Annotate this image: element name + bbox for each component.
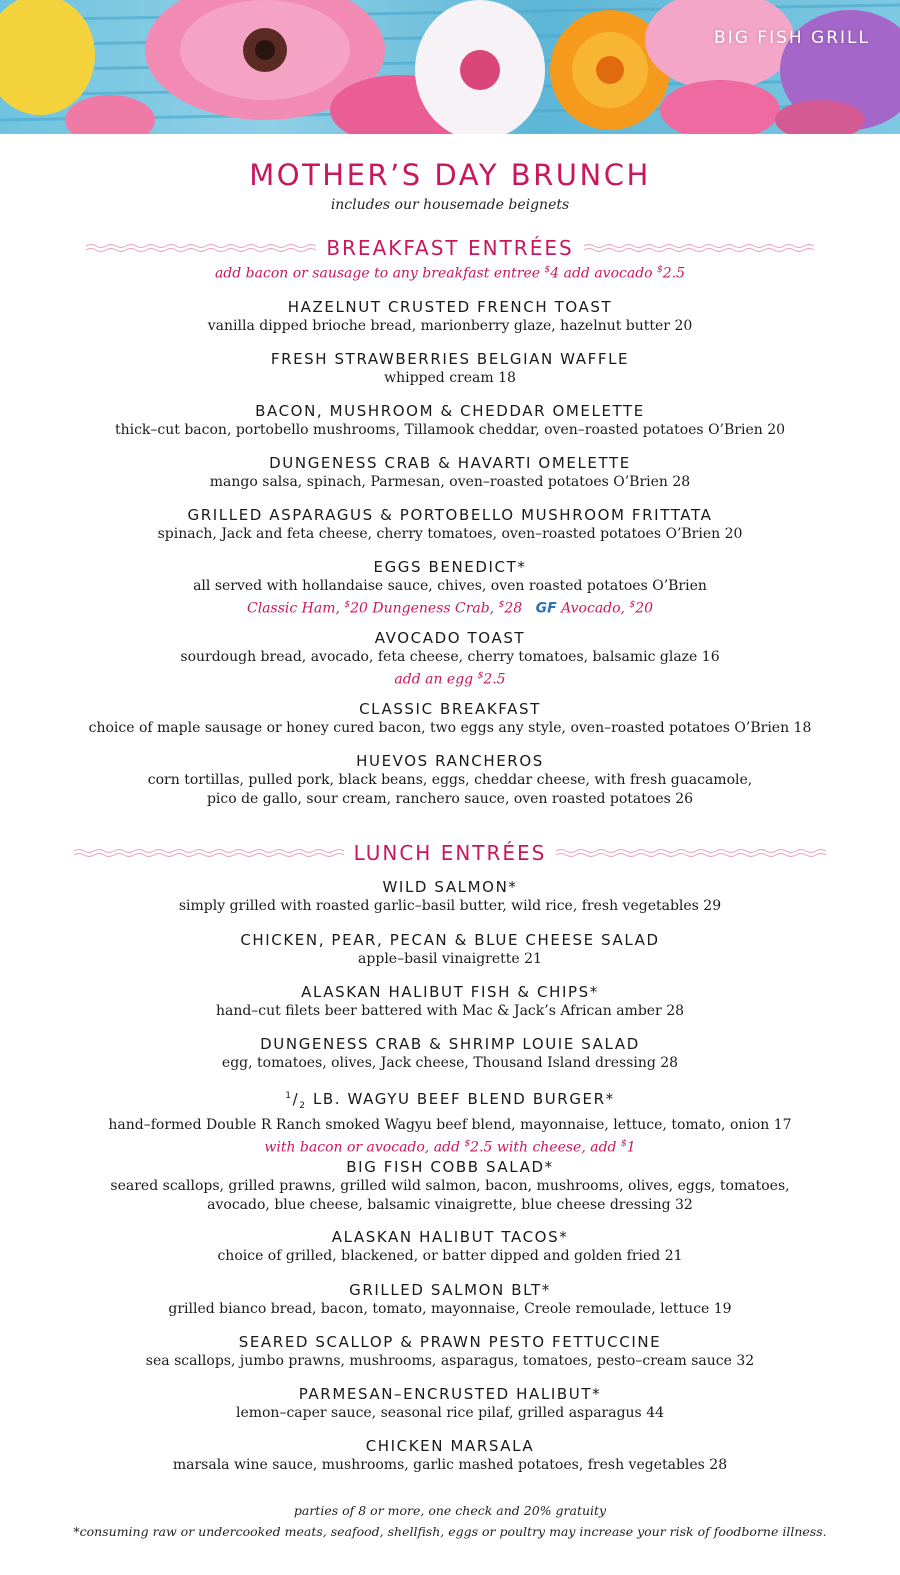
item-description: mango salsa, spinach, Parmesan, oven–roasted potatoes O’Brien 28 [209, 474, 691, 490]
item-name: ALASKAN HALIBUT FISH & CHIPS* [301, 983, 599, 1001]
item-description: avocado, blue cheese, balsamic vinaigrette, blue cheese dressing 32 [207, 1197, 693, 1213]
menu-item [0, 983, 900, 1021]
item-name: CLASSIC BREAKFAST [359, 700, 541, 718]
item-description: sea scallops, jumbo prawns, mushrooms, asparagus, tomatoes, pesto–cream sauce 32 [145, 1353, 755, 1369]
item-name: HUEVOS RANCHEROS [356, 752, 544, 770]
item-name: FRESH STRAWBERRIES BELGIAN WAFFLE [270, 350, 630, 368]
item-name: WILD SALMON* [382, 878, 518, 896]
item-description: spinach, Jack and feta cheese, cherry tomatoes, oven–roasted potatoes O’Brien 20 [157, 526, 743, 542]
item-description: grilled bianco bread, bacon, tomato, mayonnaise, Creole remoulade, lettuce 19 [168, 1301, 732, 1317]
brand-logo-text: BIG FISH GRILL [714, 28, 870, 48]
menu-item [0, 350, 900, 388]
item-name: GRILLED ASPARAGUS & PORTOBELLO MUSHROOM FRITTATA [187, 506, 713, 524]
breakfast-section-title: BREAKFAST ENTRÉES [326, 236, 574, 260]
wave-divider-icon [556, 848, 826, 858]
item-description: seared scallops, grilled prawns, grilled wild salmon, bacon, mushrooms, olives, eggs, tomatoes, [110, 1178, 790, 1194]
menu-item [0, 558, 900, 619]
item-name: SEARED SCALLOP & PRAWN PESTO FETTUCCINE [238, 1333, 662, 1351]
menu-item [0, 454, 900, 492]
item-description: hand–cut filets beer battered with Mac & Jack’s African amber 28 [215, 1003, 685, 1019]
item-description: egg, tomatoes, olives, Jack cheese, Thousand Island dressing 28 [221, 1055, 679, 1071]
item-description: marsala wine sauce, mushrooms, garlic mashed potatoes, fresh vegetables 28 [172, 1457, 728, 1473]
item-name: GRILLED SALMON BLT* [349, 1281, 551, 1299]
item-description: all served with hollandaise sauce, chives, oven roasted potatoes O’Brien [193, 578, 707, 594]
item-name: BACON, MUSHROOM & CHEDDAR OMELETTE [255, 402, 645, 420]
item-name: CHICKEN, PEAR, PECAN & BLUE CHEESE SALAD [240, 931, 660, 949]
menu-item [0, 752, 900, 809]
page-subtitle: includes our housemade beignets [330, 197, 570, 213]
menu-item [0, 1228, 900, 1266]
item-description: corn tortillas, pulled pork, black beans, eggs, cheddar cheese, with fresh guacamole, [147, 772, 753, 788]
menu-item [0, 1385, 900, 1423]
item-name: DUNGENESS CRAB & HAVARTI OMELETTE [269, 454, 631, 472]
floral-banner [0, 0, 900, 134]
gratuity-note: parties of 8 or more, one check and 20% gratuity [293, 1503, 607, 1518]
menu-item [0, 506, 900, 544]
gluten-free-icon: GF [535, 600, 557, 617]
menu-item [0, 1437, 900, 1475]
item-description: choice of grilled, blackened, or batter dipped and golden fried 21 [217, 1248, 683, 1264]
item-name: HAZELNUT CRUSTED FRENCH TOAST [287, 298, 613, 316]
item-name: PARMESAN–ENCRUSTED HALIBUT* [298, 1385, 602, 1403]
item-name: ALASKAN HALIBUT TACOS* [331, 1228, 569, 1246]
wave-divider-icon [74, 848, 344, 858]
breakfast-section-header [0, 236, 900, 260]
item-options: Classic Ham, $20 Dungeness Crab, $28 GF Avocado, $20 [246, 600, 654, 617]
food-safety-disclaimer: *consuming raw or undercooked meats, seafood, shellfish, eggs or poultry may increase your risk of foodborne illness. [73, 1524, 827, 1539]
menu-item [0, 1035, 900, 1073]
menu-item [0, 629, 900, 690]
lunch-section-header [0, 841, 900, 865]
item-description: lemon–caper sauce, seasonal rice pilaf, grilled asparagus 44 [235, 1405, 665, 1421]
menu-item [0, 1281, 900, 1319]
item-description: thick–cut bacon, portobello mushrooms, Tillamook cheddar, oven–roasted potatoes O’Brien 20 [114, 422, 786, 438]
lunch-section-title: LUNCH ENTRÉES [353, 841, 547, 865]
item-name: DUNGENESS CRAB & SHRIMP LOUIE SALAD [260, 1035, 640, 1053]
item-description: whipped cream 18 [384, 370, 516, 386]
item-description: choice of maple sausage or honey cured bacon, two eggs any style, oven–roasted potatoes O’Brien 18 [88, 720, 812, 736]
item-name: CHICKEN MARSALA [365, 1437, 535, 1455]
menu-item [0, 298, 900, 336]
item-name: AVOCADO TOAST [374, 629, 526, 647]
menu-item [0, 1158, 900, 1215]
menu-item [0, 931, 900, 969]
item-description: pico de gallo, sour cream, ranchero sauce, oven roasted potatoes 26 [206, 791, 694, 807]
item-name: $^1/_2$ LB. WAGYU BEEF BLEND BURGER* [285, 1090, 615, 1111]
item-description: vanilla dipped brioche bread, marionberry glaze, hazelnut butter 20 [207, 318, 693, 334]
flower-illustration [0, 0, 900, 134]
wave-divider-icon [584, 243, 814, 253]
item-name: BIG FISH COBB SALAD* [346, 1158, 554, 1176]
item-description: simply grilled with roasted garlic–basil butter, wild rice, fresh vegetables 29 [178, 898, 722, 914]
page-title: MOTHER’S DAY BRUNCH [249, 158, 651, 192]
item-description: apple–basil vinaigrette 21 [358, 951, 542, 967]
item-description: hand–formed Double R Ranch smoked Wagyu beef blend, mayonnaise, lettuce, tomato, onion 17 [108, 1117, 792, 1133]
item-name: EGGS BENEDICT* [373, 558, 527, 576]
menu-item [0, 1333, 900, 1371]
item-addon: add an egg $2.5 [394, 671, 506, 688]
menu-item [0, 878, 900, 916]
item-addon: with bacon or avocado, add $2.5 with cheese, add $1 [264, 1139, 636, 1156]
menu-item [0, 700, 900, 738]
item-description: sourdough bread, avocado, feta cheese, cherry tomatoes, balsamic glaze 16 [180, 649, 720, 665]
breakfast-addon-note: add bacon or sausage to any breakfast entree $4 add avocado $2.5 [214, 265, 686, 282]
menu-item [0, 402, 900, 440]
menu-item [0, 1087, 900, 1158]
wave-divider-icon [86, 243, 316, 253]
